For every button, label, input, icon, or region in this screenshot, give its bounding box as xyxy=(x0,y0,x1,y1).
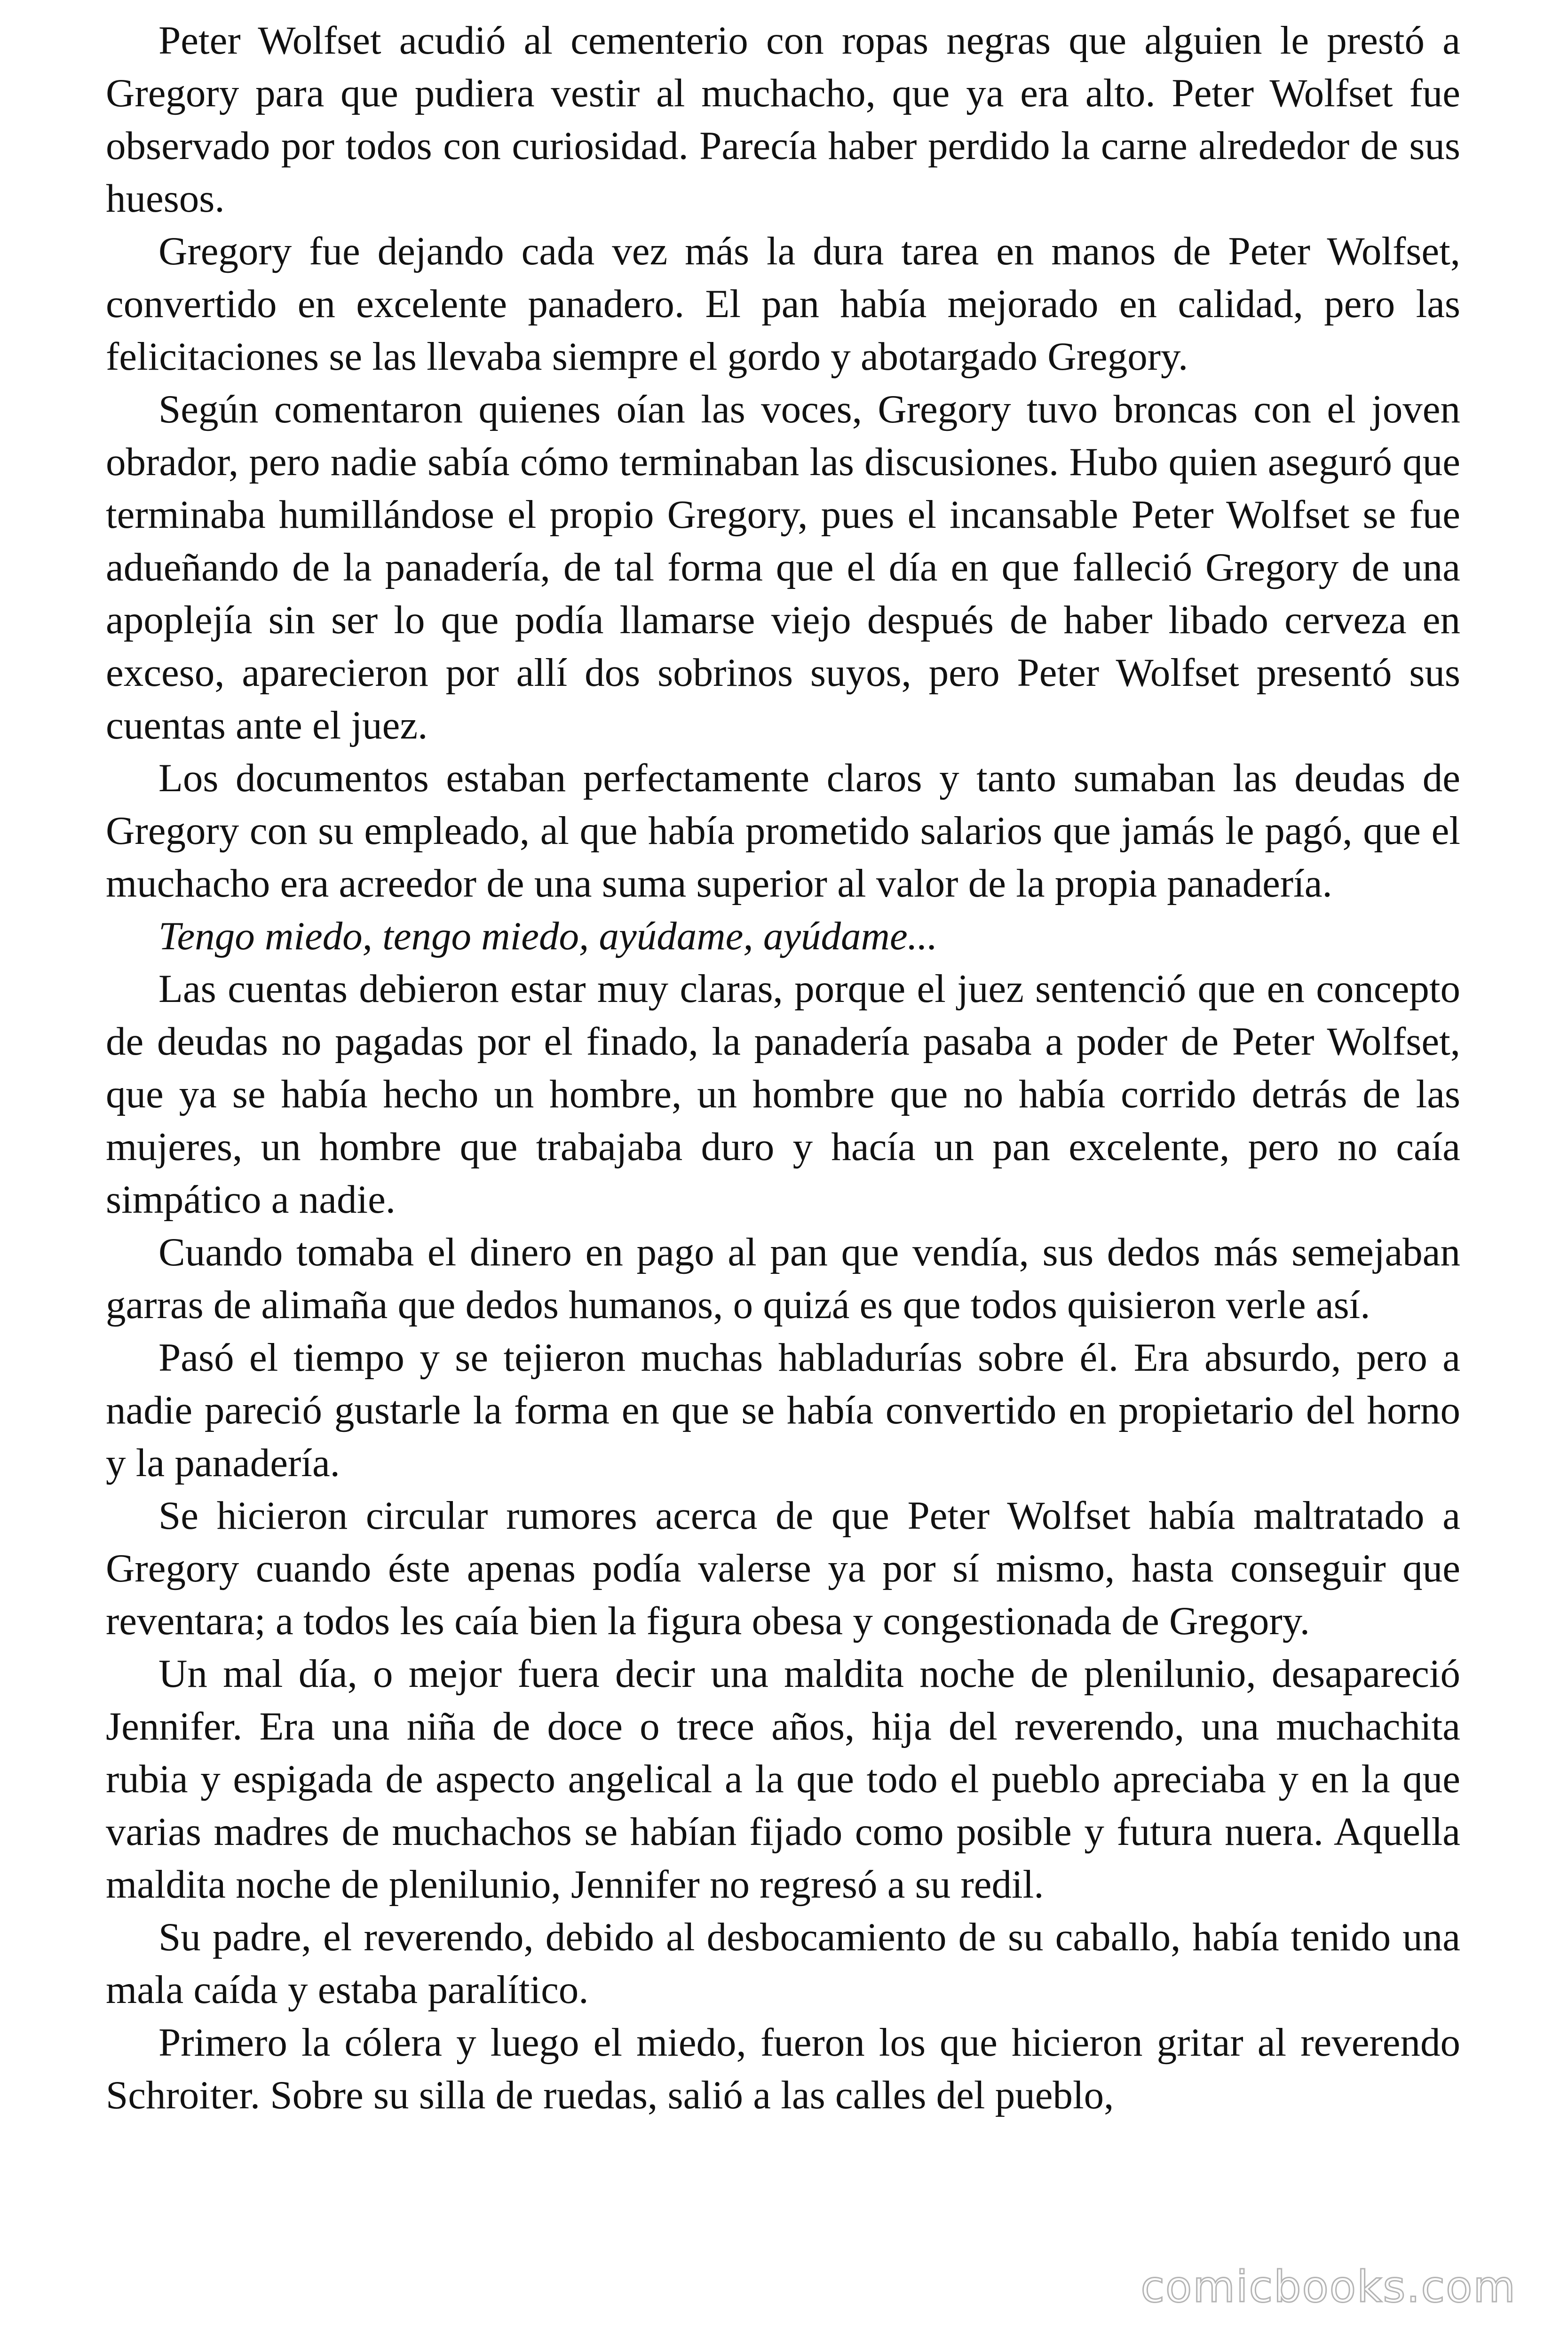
paragraph-rumors: Se hicieron circular rumores acerca de que Peter Wolfset había maltratado a Gregory cuando éste apenas podía valerse ya por sí mismo, hasta conseguir que reventara; a todos les caía bien la figura obesa y congestionada de Gregory. xyxy=(106,1494,1460,1643)
paragraph-fear-italic: Tengo miedo, tengo miedo, ayúdame, ayúdame... xyxy=(158,914,938,958)
paragraph-documents: Los documentos estaban perfectamente claros y tanto sumaban las deudas de Gregory con su empleado, al que había prometido salarios que jamás le pagó, que el muchacho era acreedor de una suma superior al valor de la propia panadería. xyxy=(106,756,1460,906)
watermark-logo: comicbooks.com xyxy=(1140,2262,1516,2312)
paragraph-schroiter: Primero la cólera y luego el miedo, fueron los que hicieron gritar al reverendo Schroiter. Sobre su silla de ruedas, salió a las calles del pueblo, xyxy=(106,2020,1460,2117)
paragraph-cemetery: Peter Wolfset acudió al cementerio con ropas negras que alguien le prestó a Gregory para que pudiera vestir al muchacho, que ya era alto. Peter Wolfset fue observado por todos con curiosidad. Parecía haber perdido la carne alrededor de sus huesos. xyxy=(106,18,1460,221)
paragraph-arguments: Según comentaron quienes oían las voces, Gregory tuvo broncas con el joven obrador, pero nadie sabía cómo terminaban las discusiones. Hubo quien aseguró que terminaba humillándose el propio Gregory, pues el incansable Peter Wolfset se fue adueñando de la panadería, de tal forma que el día en que falleció Gregory de una apoplejía sin ser lo que podía llamarse viejo después de haber libado cerveza en exceso, aparecieron por allí dos sobrinos suyos, pero Peter Wolfset presentó sus cuentas ante el juez. xyxy=(106,387,1460,747)
paragraph-gossip: Pasó el tiempo y se tejieron muchas habladurías sobre él. Era absurdo, pero a nadie pareció gustarle la forma en que se había convertido en propietario del horno y la panadería. xyxy=(106,1335,1460,1485)
paragraph-jennifer: Un mal día, o mejor fuera decir una maldita noche de plenilunio, desapareció Jennifer. Era una niña de doce o trece años, hija del reverendo, una muchachita rubia y espigada de aspecto angelical a la que todo el pueblo apreciaba y en la que varias madres de muchachos se habían fijado como posible y futura nuera. Aquella maldita noche de plenilunio, Jennifer no regresó a su redil. xyxy=(106,1652,1460,1907)
paragraph-reverend: Su padre, el reverendo, debido al desbocamiento de su caballo, había tenido una mala caída y estaba paralítico. xyxy=(106,1915,1460,2012)
paragraph-baker: Gregory fue dejando cada vez más la dura tarea en manos de Peter Wolfset, convertido en excelente panadero. El pan había mejorado en calidad, pero las felicitaciones se las llevaba siempre el gordo y abotargado Gregory. xyxy=(106,229,1460,379)
book-page-text xyxy=(106,14,1460,2333)
paragraph-accounts: Las cuentas debieron estar muy claras, porque el juez sentenció que en concepto de deudas no pagadas por el finado, la panadería pasaba a poder de Peter Wolfset, que ya se había hecho un hombre, un hombre que no había corrido detrás de las mujeres, un hombre que trabajaba duro y hacía un pan excelente, pero no caía simpático a nadie. xyxy=(106,967,1460,1222)
paragraph-claws: Cuando tomaba el dinero en pago al pan que vendía, sus dedos más semejaban garras de alimaña que dedos humanos, o quizá es que todos quisieron verle así. xyxy=(106,1230,1460,1327)
